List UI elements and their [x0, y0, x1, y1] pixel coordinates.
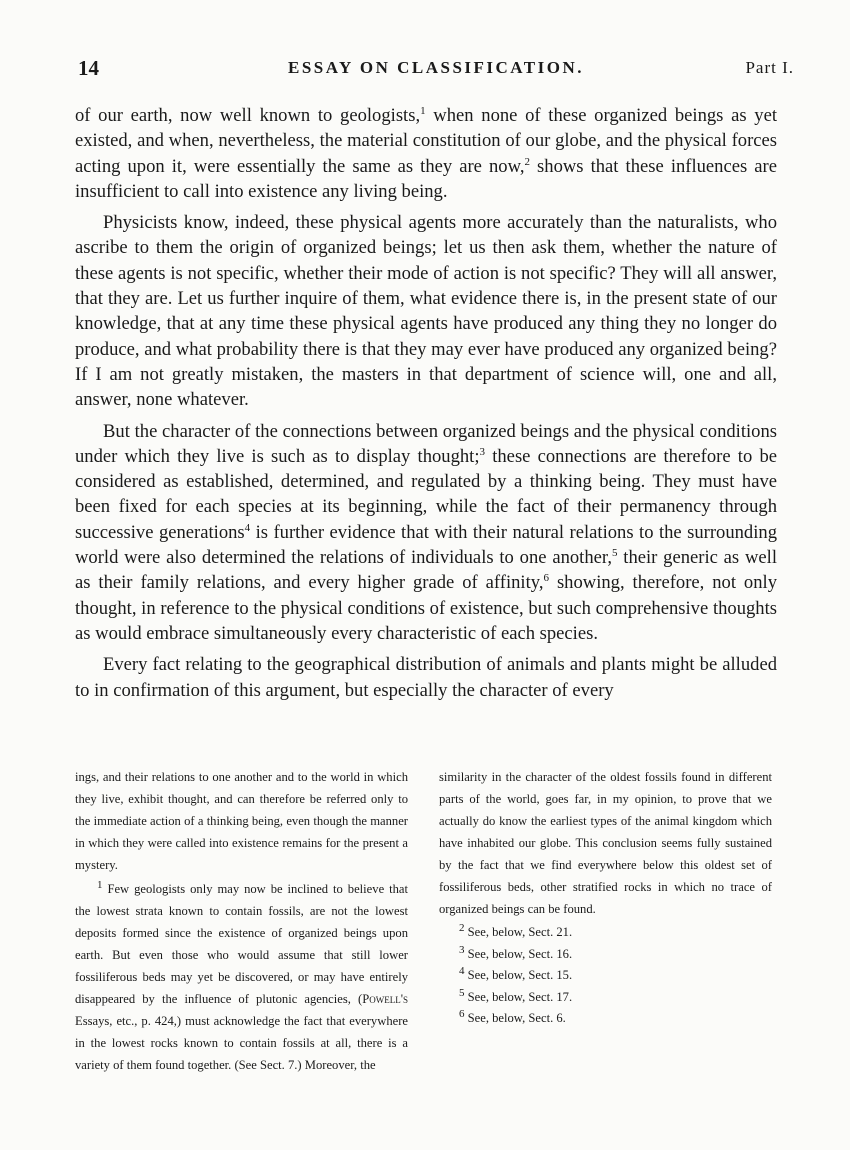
- footnote-2: $^2$ See, below, Sect. 21.: [459, 921, 573, 939]
- footnote-1-continued: similarity in the character of the oldest fossils found in different parts of the world, goes far, in my opinion, to prove that we actually do know the earliest types of the animal kingdom which have inhabited our globe. This conclusion seems fully sustained by the fact that we find everywhere below this oldest set of fossiliferous beds, other stratified rocks in which no trace of organized beings can be found.: [439, 770, 772, 916]
- footnote-5: $^5$ See, below, Sect. 17.: [459, 986, 573, 1004]
- main-text: [75, 103, 777, 703]
- footnote-3: $^3$ See, below, Sect. 16.: [459, 943, 573, 961]
- footnote-ref-6[interactable]: 6: [543, 572, 549, 585]
- footnote-ref-4[interactable]: 4: [244, 521, 251, 534]
- page-number: 14: [78, 56, 99, 80]
- running-title: ESSAY ON CLASSIFICATION.: [287, 58, 585, 77]
- footnotes-left-column: [75, 766, 408, 1078]
- author-name: Powell's: [362, 992, 408, 1006]
- footnote-ref-2[interactable]: 2: [524, 155, 530, 168]
- footnote-ref-5[interactable]: 5: [611, 546, 618, 559]
- footnote-4: $^4$ See, below, Sect. 15.: [459, 964, 573, 982]
- footnote-6: $^6$ See, below, Sect. 6.: [459, 1007, 566, 1025]
- part-label: Part I.: [745, 58, 794, 77]
- paragraph-1: of our earth, now well known to geologists,$^1$ when none of these organized beings as yet existed, and when, nevertheless, the material constitution of our globe, and the physical forces acting upon it, were essentially the same as they are now,$^2$ shows that these influences are insufficient to call into existence any living being.: [75, 104, 777, 202]
- footnote-ref-1[interactable]: 1: [420, 104, 426, 117]
- page-header: [78, 56, 794, 84]
- footnote-continuation: ings, and their relations to one another and to the world in which they live, exhibit thought, and can therefore be referred only to the immediate action of a thinking being, even though the manner in which they were called into existence remains for the present a mystery.: [75, 770, 408, 872]
- footnote-ref-3[interactable]: 3: [479, 445, 486, 458]
- paragraph-3: But the character of the connections between organized beings and the physical conditions under which they live is such as to display thought;$^3$ these connections are therefore to be considered as established, determined, and regulated by a thinking being. They must have been fixed for each species at its beginning, while the fact of their permanency through successive generations$^4$ is further evidence that with their natural relations to the surrounding world were also determined the relations of individuals to one another,$^5$ their generic as well as their family relations, and every higher grade of affinity,$^6$ showing, therefore, not only thought, in reference to the physical conditions of existence, but such comprehensive thoughts as would embrace simultaneously every characteristic of each species.: [75, 420, 777, 644]
- paragraph-2: Physicists know, indeed, these physical agents more accurately than the naturalists, who ascribe to them the origin of organized beings; let us then ask them, whether the nature of these agents is not specific, whether their mode of action is not specific? They will all answer, that they are. Let us further inquire of them, what evidence there is, in the present state of our knowledge, that at any time these physical agents have produced any thing they no longer do produce, and what probability there is that they may ever have produced any organized being? If I am not greatly mistaken, the masters in that department of science will, one and all, answer, none whatever.: [75, 212, 777, 411]
- footnotes-right-column: [439, 766, 772, 1030]
- paragraph-4: Every fact relating to the geographical distribution of animals and plants might be alluded to in confirmation of this argument, but especially the character of every: [75, 654, 777, 701]
- footnote-1: $^1$ Few geologists only may now be inclined to believe that the lowest strata known to contain fossils, are not the lowest deposits formed since the existence of organized beings upon earth. But even those who would assume that still lower fossiliferous beds may yet be discovered, or may have entirely disappeared by the influence of plutonic agencies, (Powell's Essays, etc., p. 424,) must acknowledge the fact that everywhere in the lowest rocks known to contain fossils at all, there is a variety of them found together. (See Sect. 7.) Moreover, the: [75, 878, 408, 1072]
- footnotes: [75, 766, 779, 1096]
